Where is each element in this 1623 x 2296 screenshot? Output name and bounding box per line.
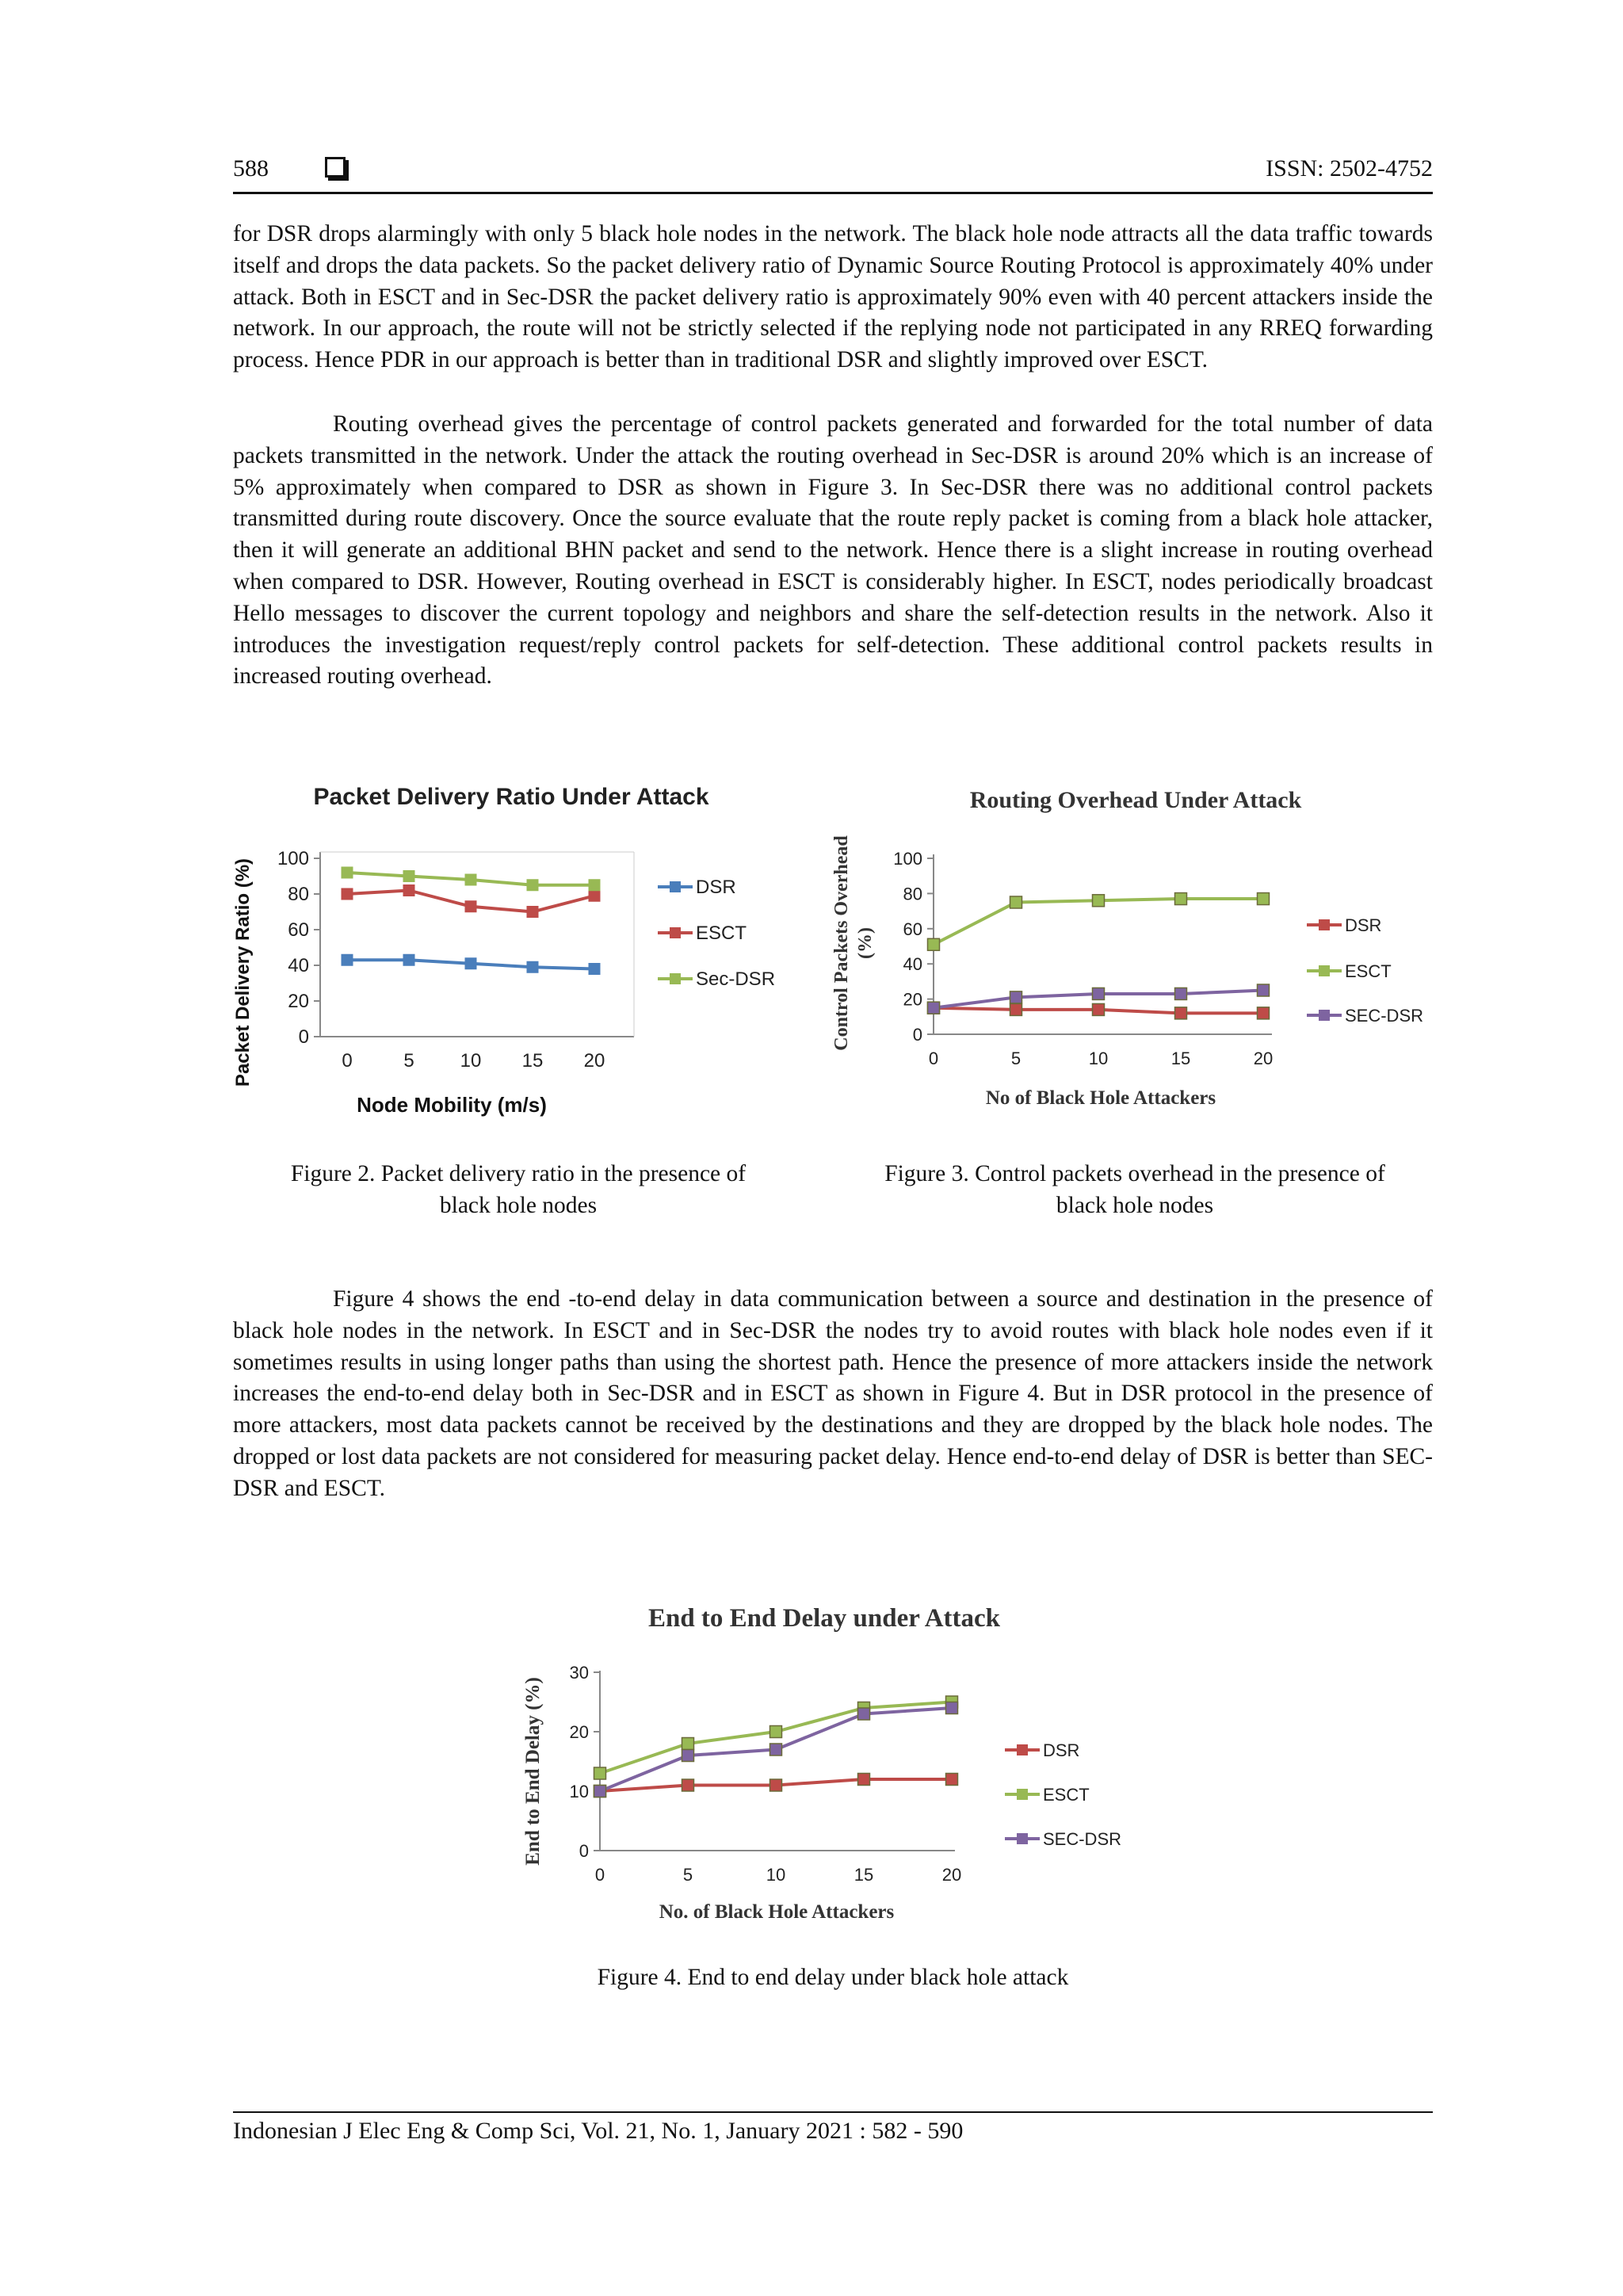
caption-fig2 (233, 1159, 804, 1222)
legend-marker-dsr (670, 881, 681, 892)
data-point-esct (403, 884, 415, 896)
legend-label-dsr: DSR (1043, 1740, 1080, 1760)
footer-citation: Indonesian J Elec Eng & Comp Sci, Vol. 21, No. 1, January 2021 : 582 - 590 (233, 2118, 964, 2144)
x-tick-label: 20 (583, 1050, 605, 1072)
data-point-dsr (527, 961, 539, 973)
x-tick-label: 10 (460, 1050, 482, 1072)
data-point-dsr (465, 957, 477, 969)
data-point-dsr (403, 954, 415, 966)
data-point-sec-dsr (858, 1708, 870, 1720)
paragraph-pdr: for DSR drops alarmingly with only 5 black hole nodes in the network. The black hole node attracts all the data traffic towards itself and drops the data packets. So the packet delivery ratio of Dynamic Source Routing Protocol is approximately 40% under attack. Both in ESCT and in Sec-DSR the packet delivery ratio is approximately 90% even with 40 percent attackers inside the network. In our approach, the route will not be strictly selected if the replying node not participated in any RREQ forwarding process. Hence PDR in our approach is better than in traditional DSR and slightly improved over ESCT. (233, 221, 1433, 373)
legend-label-sec-dsr: SEC-DSR (1345, 1006, 1424, 1026)
data-point-dsr (1258, 1007, 1270, 1019)
data-point-esct (527, 906, 539, 918)
chart-fig4 (515, 1593, 1149, 1942)
y-tick-label: 100 (277, 848, 309, 869)
chart-title: Routing Overhead Under Attack (969, 787, 1302, 813)
legend-marker-sec-dsr (1017, 1833, 1028, 1844)
x-tick-label: 15 (521, 1050, 544, 1072)
y-tick-label: 0 (298, 1026, 309, 1048)
data-point-esct (928, 938, 940, 950)
data-point-esct (1010, 896, 1022, 908)
data-point-esct (1258, 893, 1270, 905)
legend-label-esct: ESCT (1345, 961, 1392, 981)
data-point-sec-dsr (946, 1702, 958, 1714)
data-point-dsr (682, 1779, 694, 1791)
data-point-dsr (589, 963, 601, 975)
data-point-dsr (858, 1774, 870, 1786)
data-point-dsr (342, 954, 353, 966)
x-tick-label: 5 (1010, 1049, 1022, 1068)
footer-rule (233, 2111, 1433, 2113)
data-point-sec-dsr (1258, 984, 1270, 996)
chart-fig3 (828, 781, 1454, 1129)
data-point-dsr (1010, 1003, 1022, 1015)
data-point-dsr (946, 1774, 958, 1786)
x-tick-label: 0 (594, 1865, 605, 1885)
data-point-sec-dsr (589, 879, 601, 891)
caption-fig2-line1: Figure 2. Packet delivery ratio in the presence of (290, 1161, 747, 1186)
legend-label-esct: ESCT (696, 923, 747, 944)
y-tick-label: 10 (569, 1782, 589, 1801)
data-point-sec-dsr (594, 1786, 606, 1797)
y-tick-label: 30 (569, 1663, 589, 1683)
page-header (233, 155, 1433, 195)
legend-marker-esct (670, 927, 681, 938)
x-axis-label: No. of Black Hole Attackers (659, 1901, 895, 1923)
issn-label: ISSN: 2502-4752 (1266, 155, 1433, 181)
legend-marker-sec-dsr (670, 973, 681, 984)
caption-fig3 (826, 1159, 1444, 1222)
legend-label-dsr: DSR (1345, 915, 1382, 935)
x-tick-label: 0 (928, 1049, 939, 1068)
y-tick-label: 60 (903, 919, 922, 939)
data-point-sec-dsr (1010, 991, 1022, 1003)
y-tick-label: 80 (903, 884, 922, 904)
data-point-sec-dsr (682, 1750, 694, 1762)
data-point-sec-dsr (1175, 988, 1187, 999)
data-point-esct (682, 1738, 694, 1750)
legend-marker-dsr (1319, 919, 1330, 930)
y-axis-label-line2: (%) (855, 927, 876, 959)
y-axis-label: End to End Delay (%) (522, 1677, 544, 1866)
y-tick-label: 0 (579, 1841, 589, 1861)
data-point-esct (465, 900, 477, 912)
data-point-sec-dsr (928, 1002, 940, 1014)
x-tick-label: 5 (682, 1865, 693, 1885)
page-number: 588 (233, 155, 269, 181)
chart-title: Packet Delivery Ratio Under Attack (313, 784, 709, 810)
paragraph-end-to-end-delay: Figure 4 shows the end -to-end delay in data communication between a source and destination in the presence of black hole nodes in the network. In ESCT and in Sec-DSR the nodes try to avoid routes with black hole nodes even if it sometimes results in using longer paths than using the shortest path. Hence the presence of more attackers inside the network increases the end-to-end delay both in Sec-DSR and in ESCT as shown in Figure 4. But in DSR protocol in the presence of more attackers, most data packets cannot be received by the destinations and they are dropped by the black hole nodes. The dropped or lost data packets are not considered for measuring packet delay. Hence end-to-end delay of DSR is better than SEC-DSR and ESCT. (233, 1286, 1433, 1501)
data-point-esct (594, 1767, 606, 1779)
x-axis-label: Node Mobility (m/s) (357, 1093, 547, 1117)
data-point-sec-dsr (1093, 988, 1105, 999)
x-tick-label: 20 (1253, 1049, 1274, 1068)
x-axis-label: No of Black Hole Attackers (985, 1087, 1216, 1109)
x-tick-label: 0 (342, 1050, 353, 1072)
data-point-sec-dsr (403, 870, 415, 882)
y-axis-label: Packet Delivery Ratio (%) (232, 858, 254, 1087)
y-tick-label: 0 (912, 1025, 922, 1045)
y-tick-label: 80 (288, 884, 309, 905)
header-rule (233, 192, 1433, 194)
y-tick-label: 20 (903, 989, 922, 1010)
y-tick-label: 20 (288, 991, 309, 1012)
legend-marker-dsr (1017, 1744, 1028, 1755)
data-point-sec-dsr (465, 874, 477, 886)
legend-label-dsr: DSR (696, 877, 736, 898)
data-point-sec-dsr (527, 879, 539, 891)
chart-fig2 (230, 781, 816, 1129)
legend-label-sec-dsr: SEC-DSR (1043, 1829, 1122, 1849)
y-tick-label: 60 (288, 919, 309, 941)
x-tick-label: 10 (1088, 1049, 1109, 1068)
legend-marker-esct (1017, 1789, 1028, 1800)
data-point-esct (770, 1726, 782, 1738)
data-point-sec-dsr (342, 867, 353, 879)
data-point-esct (342, 888, 353, 900)
data-point-dsr (770, 1779, 782, 1791)
caption-fig2-line2: black hole nodes (439, 1192, 598, 1218)
checkbox-square-icon (325, 157, 346, 178)
chart-title: End to End Delay under Attack (647, 1604, 1001, 1633)
x-tick-label: 15 (854, 1865, 874, 1885)
y-tick-label: 40 (903, 954, 922, 975)
data-point-dsr (1093, 1003, 1105, 1015)
data-point-esct (1175, 893, 1187, 905)
y-tick-label: 40 (288, 955, 309, 976)
legend-label-sec-dsr: Sec-DSR (696, 968, 776, 990)
data-point-esct (1093, 895, 1105, 907)
data-point-dsr (1175, 1007, 1187, 1019)
caption-fig4: Figure 4. End to end delay under black hole attack (597, 1965, 1069, 1990)
data-point-esct (589, 890, 601, 902)
legend-label-esct: ESCT (1043, 1785, 1090, 1805)
paragraph-routing-overhead: Routing overhead gives the percentage of control packets generated and forwarded for the total number of data packets transmitted in the network. Under the attack the routing overhead in Sec-DSR is around 20% which is an increase of 5% approximately when compared to DSR as shown in Figure 3. In Sec-DSR there was no additional control packets transmitted during route discovery. Once the source evaluate that the route reply packet is coming from a black hole attacker, then it will generate an additional BHN packet and send to the network. Hence there is a slight increase in routing overhead when compared to DSR. However, Routing overhead in ESCT is considerably higher. In ESCT, nodes periodically broadcast Hello messages to discover the current topology and neighbors and share the self-detection results in the network. Also it introduces the investigation request/reply control packets for self-detection. These additional control packets results in increased routing overhead. (233, 411, 1433, 690)
plot-area (600, 1671, 955, 1851)
data-point-sec-dsr (770, 1744, 782, 1755)
caption-fig3-line2: black hole nodes (1056, 1192, 1214, 1218)
legend-marker-esct (1319, 965, 1330, 976)
caption-fig3-line1: Figure 3. Control packets overhead in the presence of (884, 1161, 1385, 1186)
y-axis-label-line1: Control Packets Overhead (831, 835, 852, 1051)
legend-marker-sec-dsr (1319, 1010, 1330, 1021)
x-tick-label: 5 (403, 1050, 414, 1072)
x-tick-label: 10 (766, 1865, 786, 1885)
y-tick-label: 20 (569, 1722, 589, 1742)
x-tick-label: 20 (941, 1865, 962, 1885)
x-tick-label: 15 (1170, 1049, 1191, 1068)
y-tick-label: 100 (893, 849, 922, 869)
